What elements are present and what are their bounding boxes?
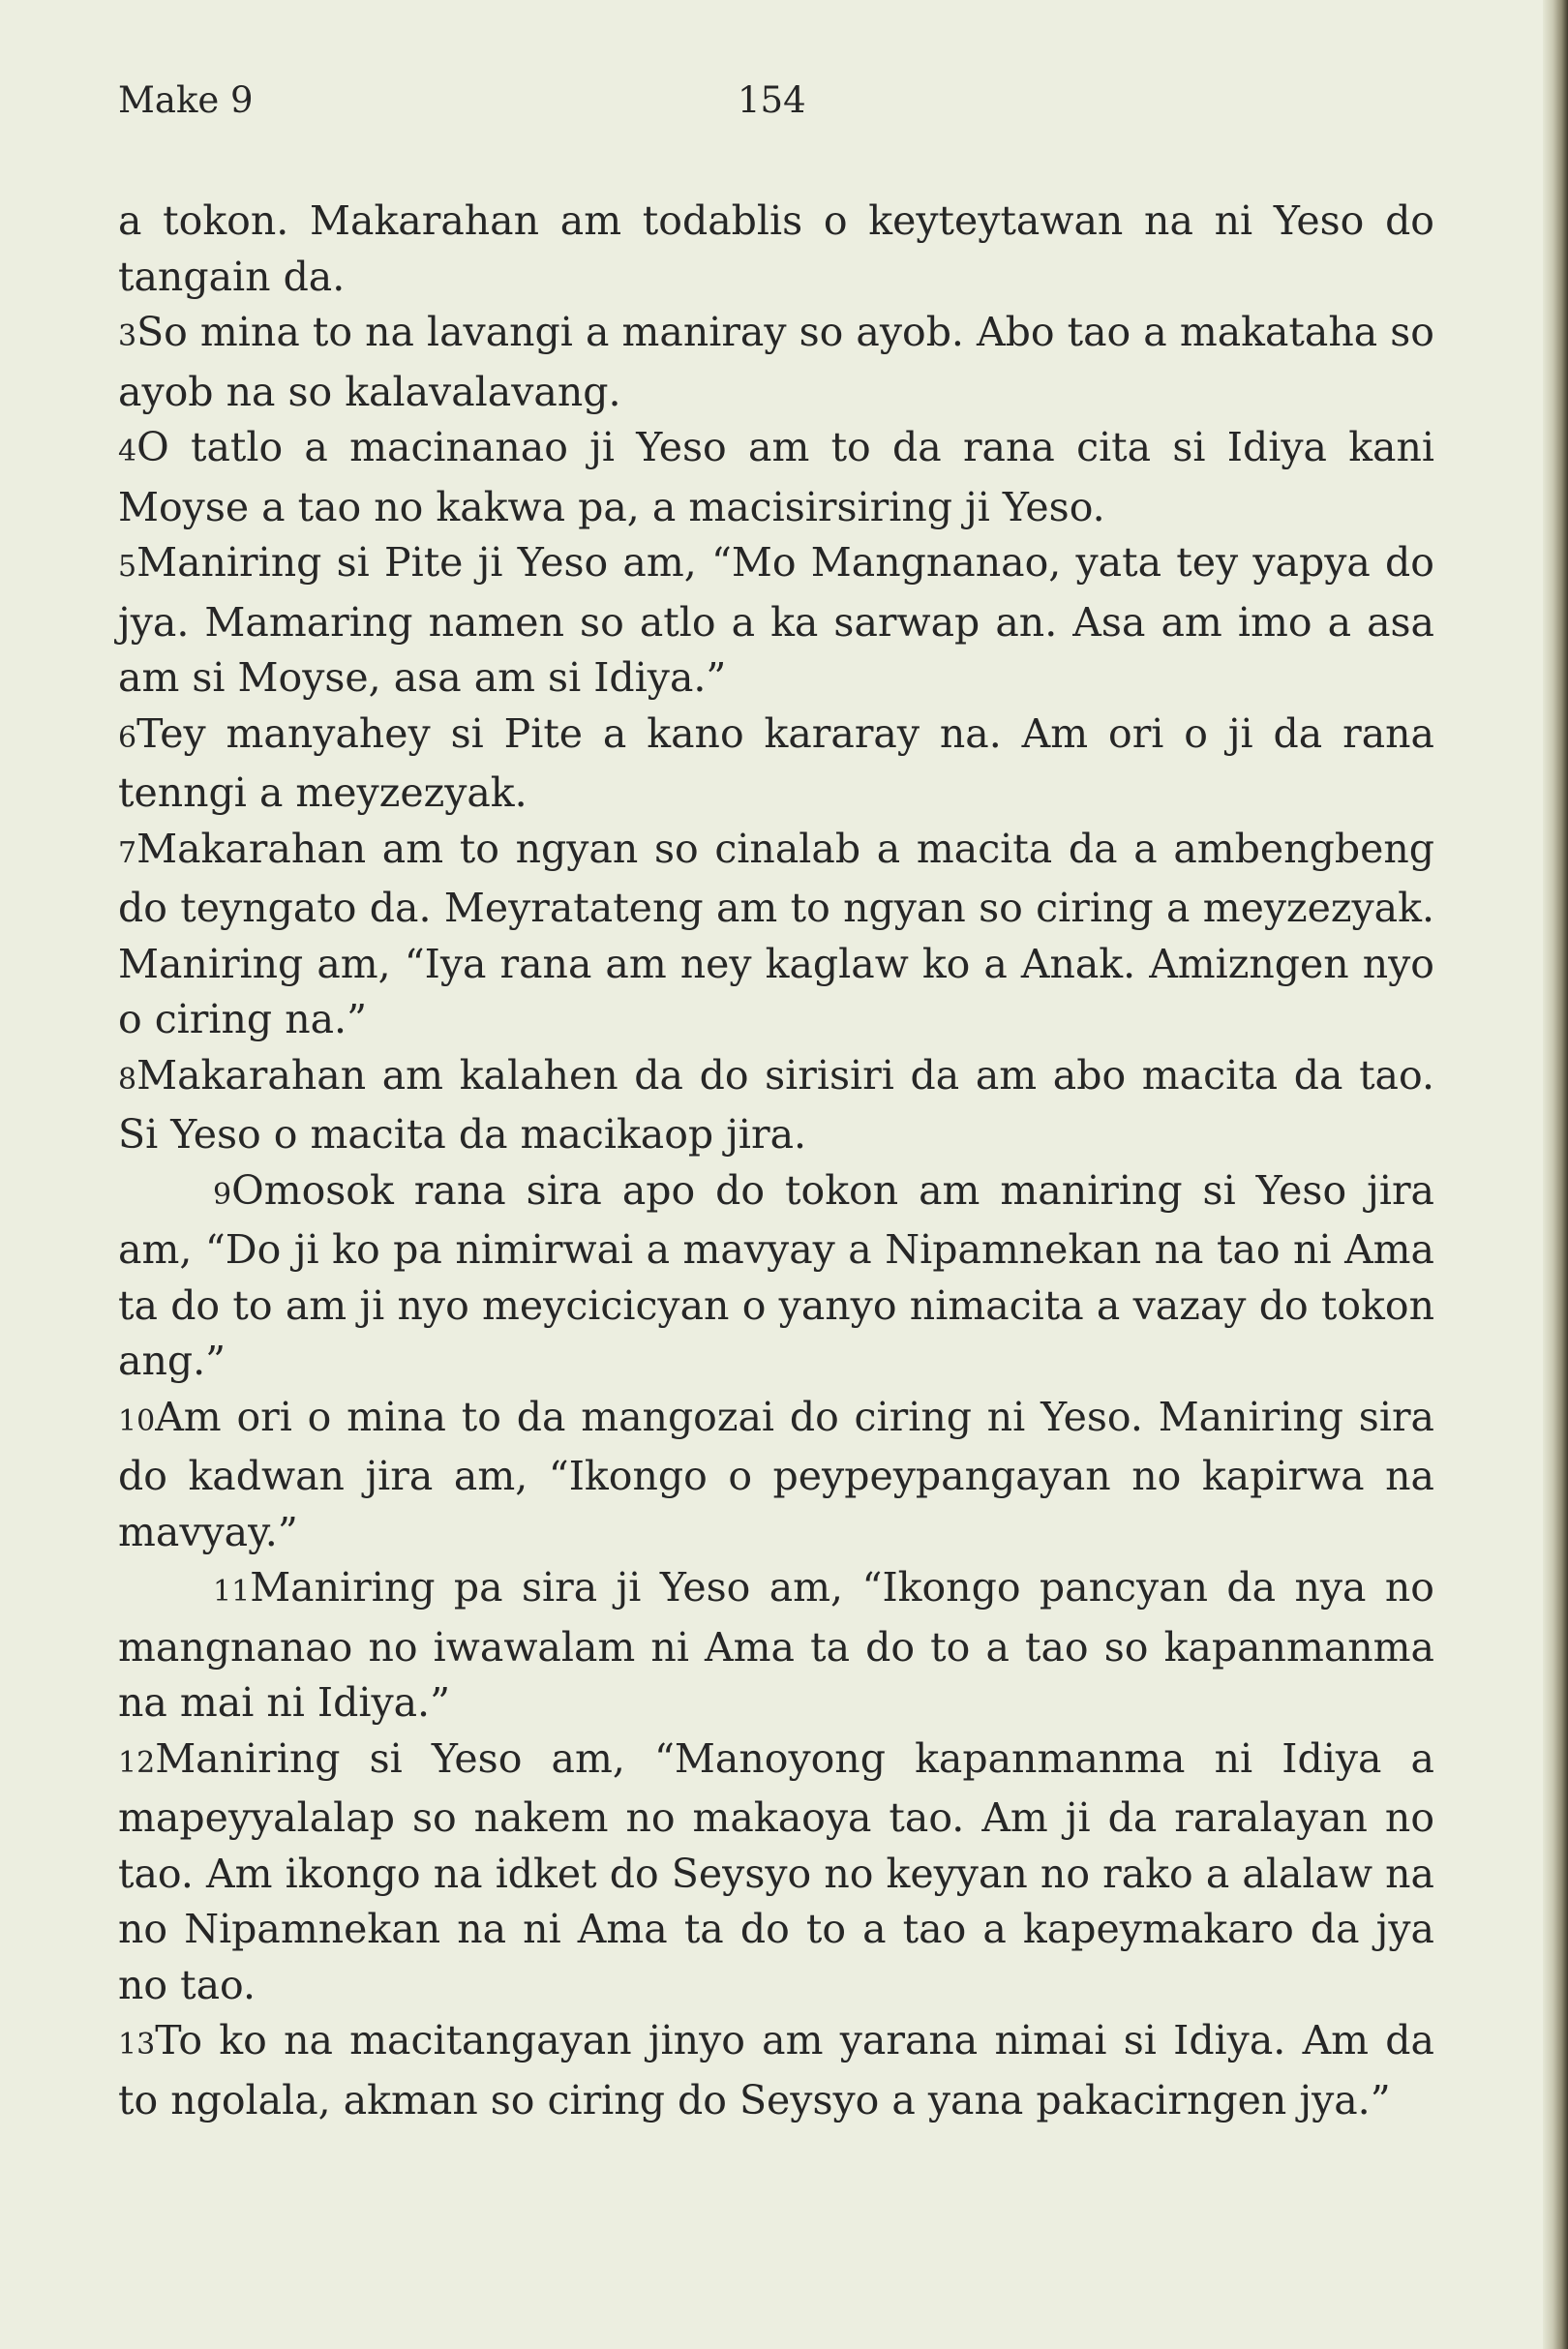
verse-number: 4	[118, 435, 137, 468]
page-number: 154	[738, 79, 806, 121]
verse-number: 7	[118, 835, 137, 870]
paragraph-text: To ko na macitangayan jinyo am yarana nimai si Idiya. Am da to ngolala, akman so ciring do Seysyo a yana pakacirngen jya.”	[118, 2017, 1434, 2123]
paragraph-text: Maniring si Pite ji Yeso am, “Mo Mangnanao, yata tey yapya do jya. Mamaring namen so atlo a ka sarwap an. Asa am imo a asa am si Moyse, asa am si Idiya.”	[118, 539, 1434, 701]
verse-number: 12	[118, 1745, 156, 1780]
paragraph-text: a tokon. Makarahan am todablis o keyteytawan na ni Yeso do tangain da.	[118, 197, 1434, 300]
verse-6	[118, 707, 1434, 822]
body-text	[118, 194, 1434, 2128]
verse-number: 9	[213, 1177, 232, 1212]
verse-number: 10	[118, 1403, 156, 1438]
paragraph-text: Maniring si Yeso am, “Manoyong kapanmanma ni Idiya a mapeyyalalap so nakem no makaoya tao. Am ji da raralayan no tao. Am ikongo na idket do Seysyo no keyyan no rako a alalaw na no Nipamnekan na ni Ama ta do to a tao a kapeymakaro da jya no tao.	[118, 1734, 1434, 2008]
verse-number: 6	[118, 720, 137, 755]
verse-13	[118, 2013, 1434, 2128]
verse-number: 5	[118, 550, 137, 584]
paragraph-text: Maniring pa sira ji Yeso am, “Ikongo pancyan da nya no mangnanao no iwawalam ni Ama ta do to a tao so kapanmanma na mai ni Idiya.”	[118, 1564, 1434, 1726]
verse-5	[118, 535, 1434, 707]
verse-3	[118, 305, 1434, 420]
verse-7	[118, 822, 1434, 1048]
running-head-chapter: Make 9	[118, 79, 254, 121]
verse-number: 3	[118, 319, 137, 353]
paragraph-continuation	[118, 194, 1434, 305]
verse-number: 13	[118, 2028, 156, 2062]
page-header	[118, 79, 1452, 137]
page-edge	[1543, 0, 1568, 2349]
paragraph-text: Am ori o mina to da mangozai do ciring ni Yeso. Maniring sira do kadwan jira am, “Ikongo o peypeypangayan no kapirwa na mavyay.”	[118, 1393, 1434, 1555]
verse-9	[118, 1163, 1434, 1390]
verse-10	[118, 1390, 1434, 1561]
paragraph-text: O tatlo a macinanao ji Yeso am to da rana cita si Idiya kani Moyse a tao no kakwa pa, a macisirsiring ji Yeso.	[118, 424, 1434, 530]
verse-4	[118, 420, 1434, 535]
paragraph-text: Tey manyahey si Pite a kano kararay na. Am ori o ji da rana tenngi a meyzezyak.	[118, 709, 1434, 816]
verse-number: 11	[213, 1575, 251, 1609]
verse-number: 8	[118, 1062, 137, 1097]
paragraph-text: Omosok rana sira apo do tokon am maniring si Yeso jira am, “Do ji ko pa nimirwai a mavyay a Nipamnekan na tao ni Ama ta do to am ji nyo meycicicyan o yanyo nimacita a vazay do tokon ang.”	[118, 1166, 1434, 1384]
paragraph-text: Makarahan am to ngyan so cinalab a macita da a ambengbeng do teyngato da. Meyratateng am to ngyan so ciring a meyzezyak. Maniring am, “Iya rana am ney kaglaw ko a Anak. Amizngen nyo o ciring na.”	[118, 825, 1434, 1042]
verse-8	[118, 1048, 1434, 1163]
verse-12	[118, 1732, 1434, 2014]
verse-11	[118, 1560, 1434, 1732]
paragraph-text: So mina to na lavangi a maniray so ayob. Abo tao a makataha so ayob na so kalavalavang.	[118, 309, 1434, 415]
paragraph-text: Makarahan am kalahen da do sirisiri da am abo macita da tao. Si Yeso o macita da macikaop jira.	[118, 1051, 1434, 1158]
